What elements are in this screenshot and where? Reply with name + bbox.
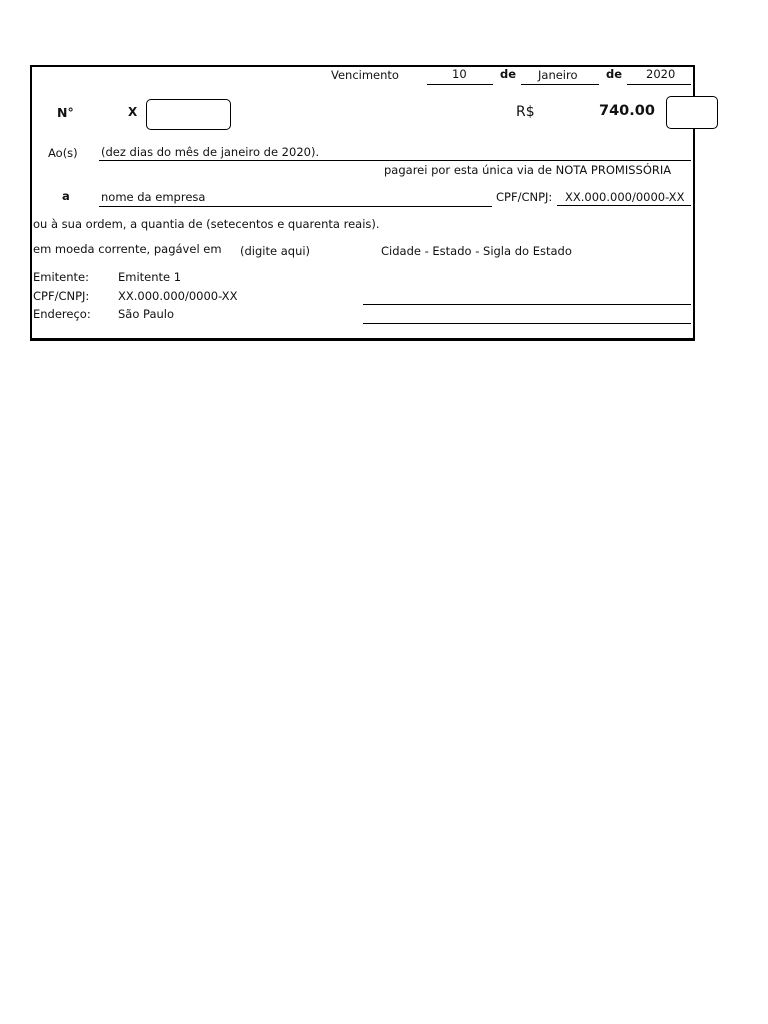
endereco-value[interactable]: São Paulo bbox=[118, 307, 175, 321]
emitente-value[interactable]: Emitente 1 bbox=[118, 270, 182, 284]
aos-label: Ao(s) bbox=[48, 146, 78, 160]
a-label: a bbox=[62, 189, 70, 203]
de-label-2: de bbox=[606, 67, 623, 81]
signature-line-2[interactable] bbox=[363, 323, 691, 324]
issuer-cpf-value[interactable]: XX.000.000/0000-XX bbox=[118, 289, 238, 303]
due-year-underline bbox=[627, 84, 691, 85]
date-underline bbox=[99, 160, 691, 161]
payee-underline bbox=[99, 206, 492, 207]
currency-text: em moeda corrente, pagável em bbox=[33, 242, 222, 256]
payee-name[interactable]: nome da empresa bbox=[101, 190, 206, 204]
issuer-cpf-label: CPF/CNPJ: bbox=[33, 289, 90, 303]
city-text[interactable]: Cidade - Estado - Sigla do Estado bbox=[381, 244, 572, 258]
due-year[interactable]: 2020 bbox=[646, 67, 676, 81]
due-month-underline bbox=[521, 84, 599, 85]
payee-cpf-label: CPF/CNPJ: bbox=[496, 190, 553, 204]
vencimento-label: Vencimento bbox=[331, 68, 399, 82]
endereco-label: Endereço: bbox=[33, 307, 91, 321]
promise-text: pagarei por esta única via de NOTA PROMISSÓRIA bbox=[384, 163, 672, 177]
place-input[interactable]: (digite aqui) bbox=[240, 244, 311, 258]
de-label-1: de bbox=[500, 67, 517, 81]
due-month[interactable]: Janeiro bbox=[538, 68, 578, 82]
date-in-words[interactable]: (dez dias do mês de janeiro de 2020). bbox=[101, 145, 320, 159]
signature-line-1[interactable] bbox=[363, 304, 691, 305]
payee-cpf-value[interactable]: XX.000.000/0000-XX bbox=[565, 190, 685, 204]
x-label: X bbox=[128, 105, 138, 119]
note-number-box[interactable] bbox=[146, 99, 231, 130]
number-label: N° bbox=[57, 105, 74, 120]
amount-box[interactable] bbox=[666, 96, 718, 129]
currency-symbol: R$ bbox=[516, 104, 535, 120]
payee-cpf-underline bbox=[557, 205, 691, 206]
emitente-label: Emitente: bbox=[33, 270, 89, 284]
due-day-underline bbox=[427, 84, 493, 85]
due-day[interactable]: 10 bbox=[452, 67, 467, 81]
amount-value[interactable]: 740.00 bbox=[599, 103, 655, 119]
order-text[interactable]: ou à sua ordem, a quantia de (setecentos e quarenta reais). bbox=[33, 217, 380, 231]
